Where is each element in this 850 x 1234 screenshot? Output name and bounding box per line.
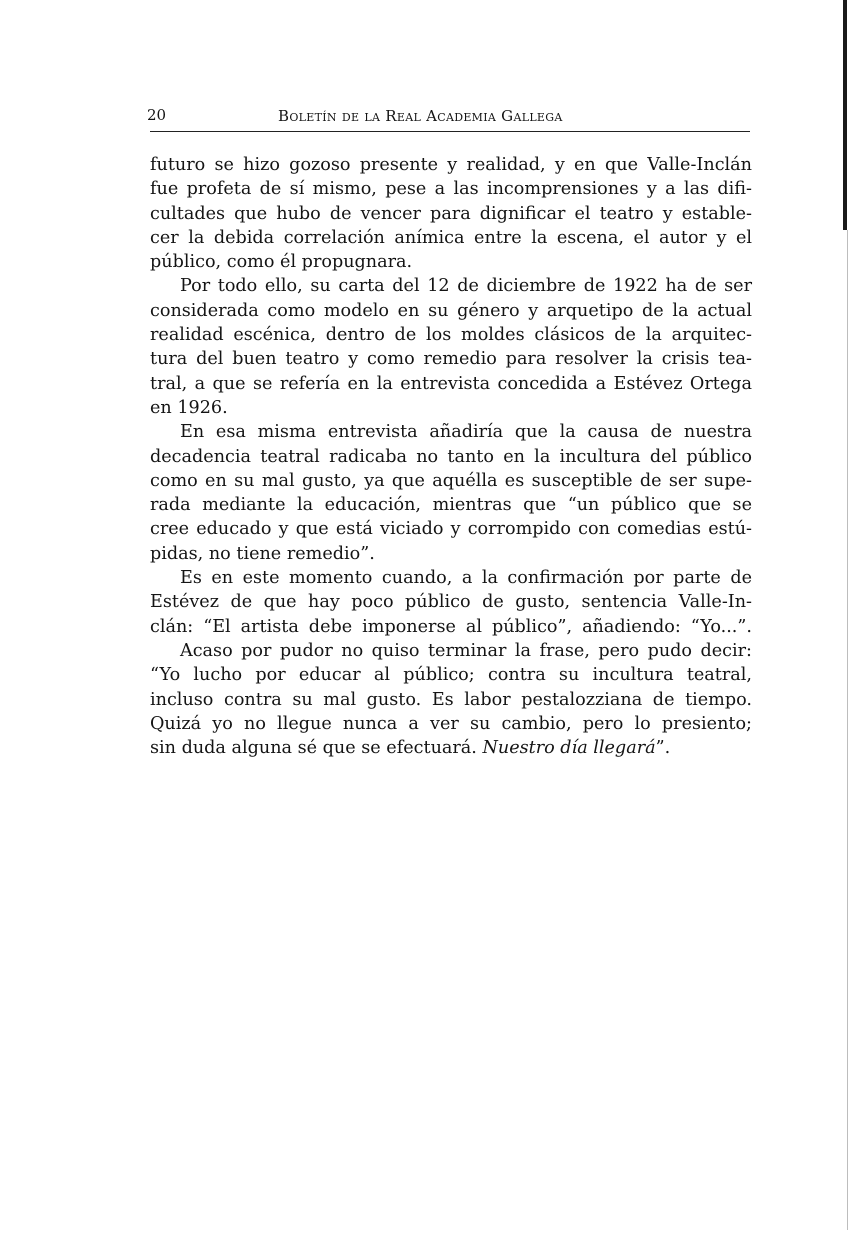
text-line: En esa misma entrevista añadiría que la causa de nuestra [180, 422, 752, 443]
text-line: cer la debida correlación anímica entre la escena, el autor y el [150, 227, 752, 248]
text-line: decadencia teatral radicaba no tanto en la incultura del público [150, 446, 752, 467]
text-line: tura del buen teatro y como remedio para resolver la crisis tea- [150, 349, 752, 370]
scan-border-dark [843, 0, 847, 230]
scan-border-faint [847, 230, 848, 1230]
text-line: público, como él propugnara. [150, 252, 413, 273]
page-header [147, 104, 750, 128]
header-rule [150, 131, 750, 132]
final-line-plain: sin duda alguna sé que se efectuará. [150, 738, 483, 759]
page-number: 20 [147, 106, 167, 124]
text-line: Es en este momento cuando, a la confirmación por parte de [180, 568, 752, 589]
running-title: Boletín de la Real Academia Gallega [278, 107, 563, 125]
final-line-italic: Nuestro día llegará [482, 738, 656, 759]
text-line: cultades que hubo de vencer para dignificar el teatro y estable- [150, 203, 752, 224]
text-line: rada mediante la educación, mientras que “un público que se [150, 495, 752, 516]
text-line: Quizá yo no llegue nunca a ver su cambio, pero lo presiento; [150, 713, 752, 734]
text-line: Acaso por pudor no quiso terminar la frase, pero pudo decir: [180, 640, 752, 661]
text-line: fue profeta de sí mismo, pese a las incomprensiones y a las difi- [150, 179, 752, 200]
text-line: pidas, no tiene remedio”. [150, 543, 375, 564]
paragraph-2 [150, 274, 752, 420]
paragraph-4 [150, 566, 752, 639]
text-line: Por todo ello, su carta del 12 de diciembre de 1922 ha de ser [180, 276, 752, 297]
text-line: en 1926. [150, 397, 228, 418]
text-line: clán: “El artista debe imponerse al público”, añadiendo: “Yo...”. [150, 616, 752, 637]
final-line-close: ”. [655, 738, 671, 759]
text-line: futuro se hizo gozoso presente y realidad, y en que Valle-Inclán [150, 155, 752, 175]
paragraph-1 [150, 153, 752, 274]
text-line: “Yo lucho por educar al público; contra su incultura teatral, [150, 665, 752, 686]
text-line-final [150, 736, 752, 760]
paragraph-3 [150, 420, 752, 566]
paragraph-5 [150, 639, 752, 760]
text-line: realidad escénica, dentro de los moldes clásicos de la arquitec- [150, 325, 752, 346]
text-line: tral, a que se refería en la entrevista concedida a Estévez Ortega [150, 373, 752, 394]
text-line: Estévez de que hay poco público de gusto, sentencia Valle-In- [150, 592, 752, 613]
text-line: incluso contra su mal gusto. Es labor pestalozziana de tiempo. [150, 689, 752, 710]
text-line: cree educado y que está viciado y corrompido con comedias estú- [150, 519, 752, 540]
body-text [150, 153, 752, 760]
text-line: como en su mal gusto, ya que aquélla es susceptible de ser supe- [150, 470, 752, 491]
text-line: considerada como modelo en su género y arquetipo de la actual [150, 300, 752, 321]
